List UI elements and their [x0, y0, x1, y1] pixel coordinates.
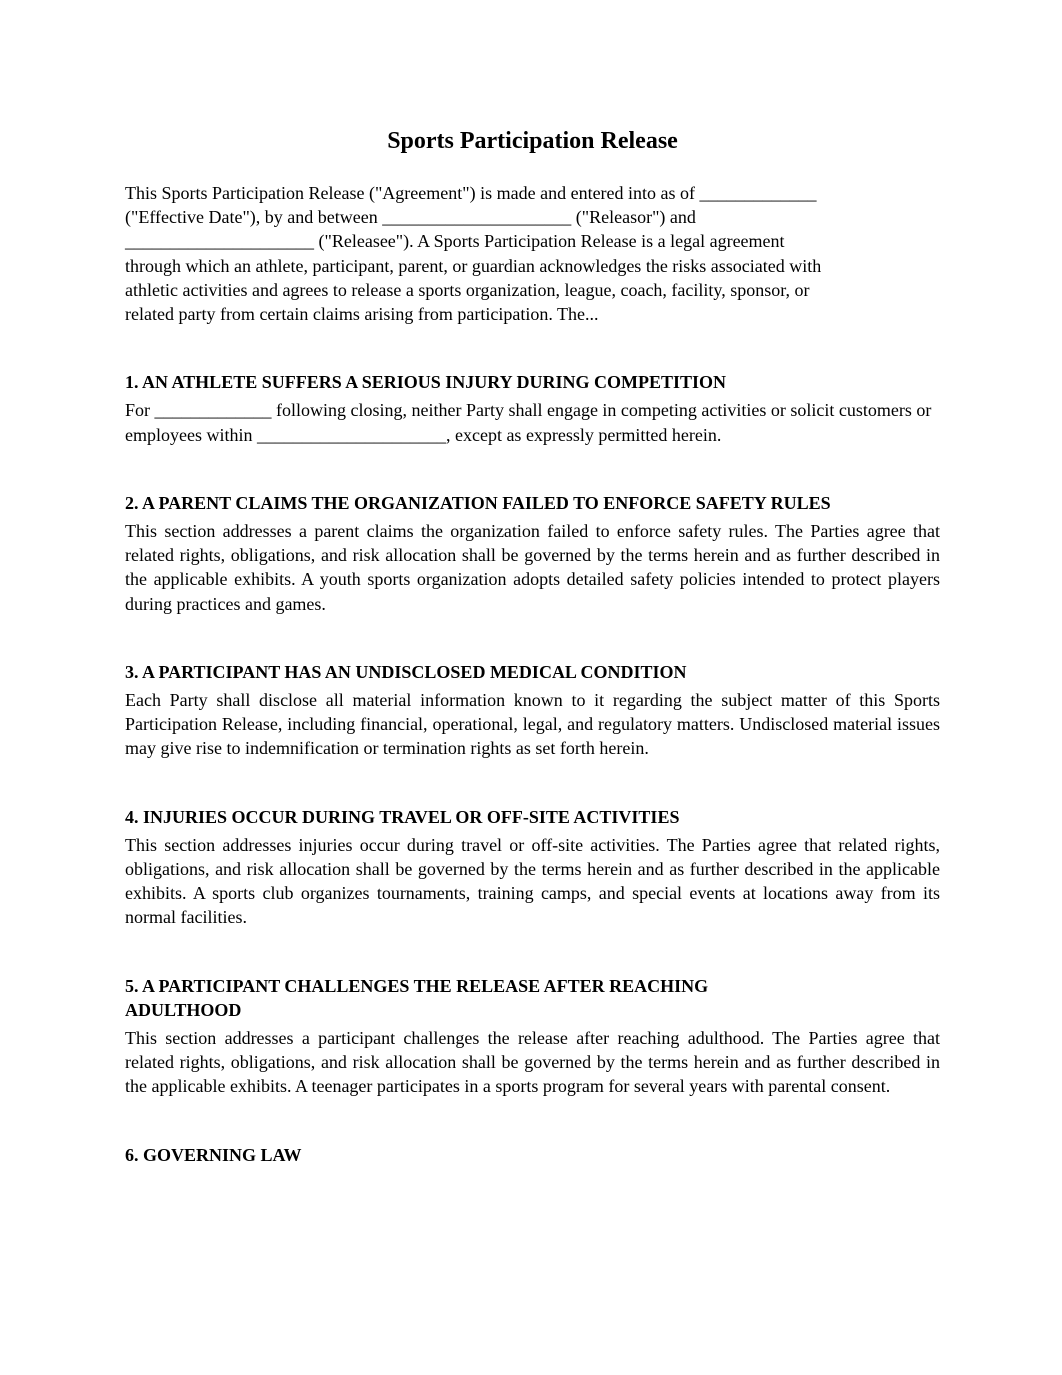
section-body: Each Party shall disclose all material information known to it regarding the subject matter of this Sports Participation Release, including financial, operational, legal, and regulatory matters. Undisclosed material issues may give rise to indemnification or termination rights as set forth herein.	[125, 690, 940, 759]
intro-line: related party from certain claims arising from participation. The...	[125, 304, 599, 325]
section-6	[125, 1143, 940, 1167]
document-body	[125, 124, 940, 1171]
intro-line: through which an athlete, participant, parent, or guardian acknowledges the risks associated with	[125, 255, 822, 276]
section-body: For _____________ following closing, neither Party shall engage in competing activities or solicit customers or employees within _____________________, except as expressly permitted herein.	[125, 400, 932, 445]
section-3	[125, 660, 940, 761]
section-heading: 3. A PARTICIPANT HAS AN UNDISCLOSED MEDICAL CONDITION	[125, 661, 687, 682]
intro-line: This Sports Participation Release ("Agreement") is made and entered into as of _____________	[125, 183, 817, 203]
intro-paragraph	[125, 181, 940, 326]
section-2	[125, 491, 940, 616]
section-heading: 5. A PARTICIPANT CHALLENGES THE RELEASE AFTER REACHING ADULTHOOD	[125, 975, 709, 1020]
section-4	[125, 805, 940, 930]
intro-line: ("Effective Date"), by and between _____________________ ("Releasor") and	[125, 207, 696, 228]
section-body: This section addresses injuries occur during travel or off-site activities. The Parties agree that related rights, obligations, and risk allocation shall be governed by the terms herein and as further described in the applicable exhibits. A sports club organizes tournaments, training camps, and special events at locations away from its normal facilities.	[125, 834, 940, 928]
section-1	[125, 370, 940, 447]
intro-line: athletic activities and agrees to release a sports organization, league, coach, facility, sponsor, or	[125, 279, 810, 300]
section-5	[125, 974, 940, 1099]
section-heading: 2. A PARENT CLAIMS THE ORGANIZATION FAILED TO ENFORCE SAFETY RULES	[125, 492, 831, 513]
section-heading: 4. INJURIES OCCUR DURING TRAVEL OR OFF-SITE ACTIVITIES	[125, 806, 680, 827]
section-body: This section addresses a parent claims the organization failed to enforce safety rules. The Parties agree that related rights, obligations, and risk allocation shall be governed by the terms herein and as further described in the applicable exhibits. A youth sports organization adopts detailed safety policies intended to protect players during practices and games.	[125, 521, 940, 614]
section-heading: 6. GOVERNING LAW	[125, 1144, 302, 1165]
document-title: Sports Participation Release	[387, 128, 678, 154]
intro-line: _____________________ ("Releasee"). A Sports Participation Release is a legal agreement	[125, 231, 785, 252]
section-body: This section addresses a participant challenges the release after reaching adulthood. The Parties agree that related rights, obligations, and risk allocation shall be governed by the terms herein and as further described in the applicable exhibits. A teenager participates in a sports program for several years with parental consent.	[125, 1028, 940, 1097]
section-heading: 1. AN ATHLETE SUFFERS A SERIOUS INJURY DURING COMPETITION	[125, 372, 726, 393]
